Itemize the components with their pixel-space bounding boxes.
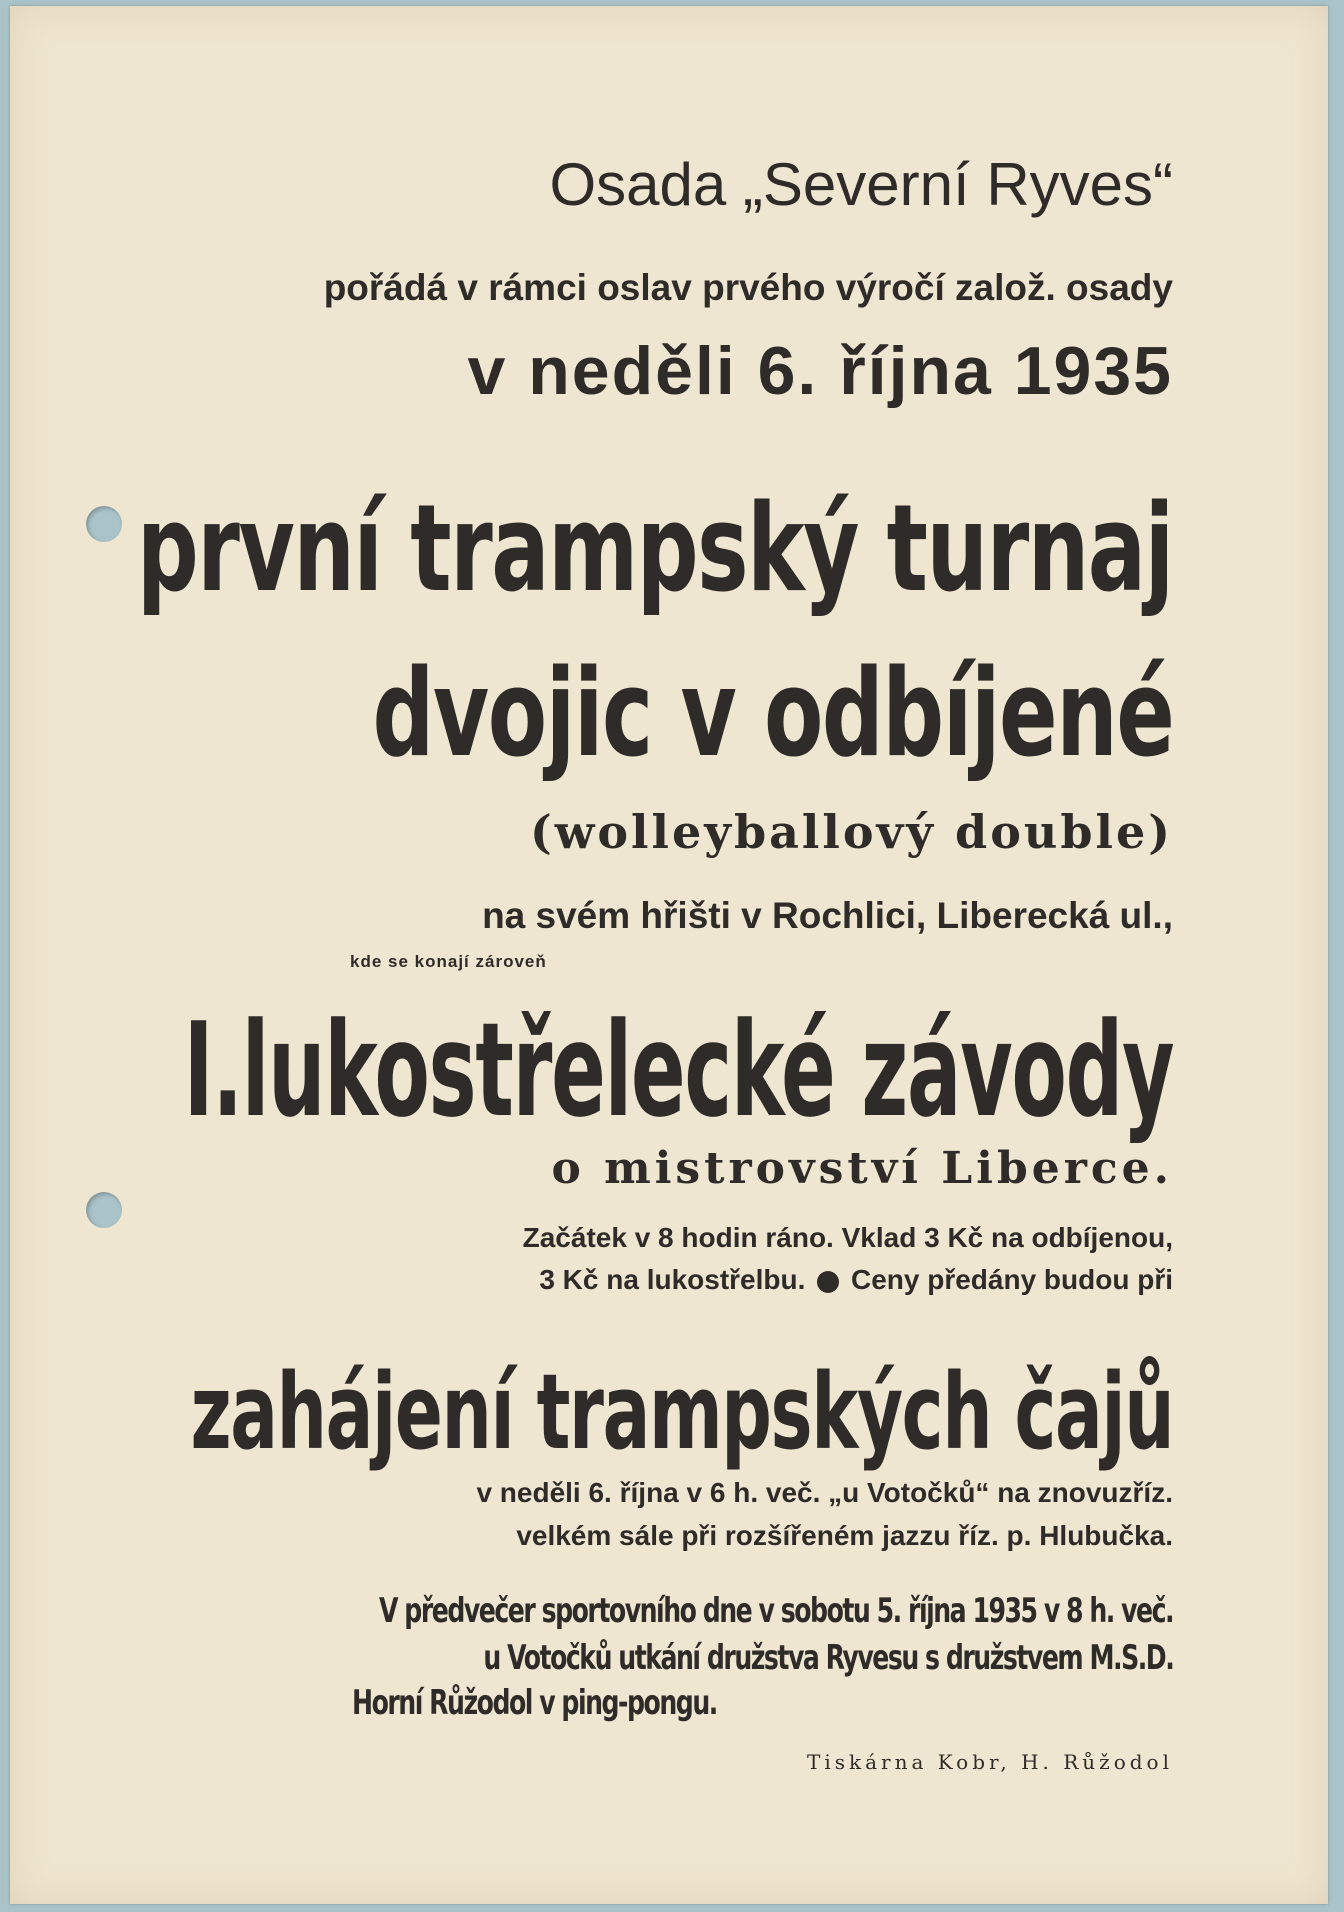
poster-title: Osada „Severní Ryves“ — [549, 151, 1173, 218]
venue-note: kde se konají zároveň — [350, 952, 547, 971]
start-info-line1: Začátek v 8 hodin ráno. Vklad 3 Kč na odbíjenou, — [522, 1222, 1173, 1253]
start-info-line2b: Ceny předány budou při — [850, 1264, 1173, 1295]
printer-credit: Tiskárna Kobr, H. Růžodol — [806, 1750, 1173, 1774]
eve-info-line1: V předvečer sportovního dne v sobotu 5. října 1935 v 8 h. več. — [378, 1591, 1173, 1631]
tea-info-line2: velkém sále při rozšířeném jazzu říz. p. Hlubučka. — [516, 1520, 1173, 1551]
event3-heading: zahájení trampských čajů — [190, 1351, 1173, 1473]
event-date: v neděli 6. října 1935 — [467, 333, 1173, 409]
eve-info-line2: u Votočků utkání družstva Ryvesu s družstvem M.S.D. — [483, 1638, 1173, 1678]
event2-heading: I.lukostřelecké závody — [183, 994, 1173, 1146]
event1-note: (wolleyballový double) — [529, 805, 1173, 859]
event2-note: o mistrovství Liberce. — [551, 1143, 1173, 1194]
punch-hole-bottom — [86, 1192, 122, 1228]
punch-hole-top — [86, 506, 122, 542]
eve-info-line3: Horní Růžodol v ping-pongu. — [352, 1683, 717, 1723]
event1-heading-line2: dvojic v odbíjené — [372, 645, 1173, 784]
poster-subtitle: pořádá v rámci oslav prvého výročí založ. osady — [323, 267, 1173, 308]
tea-info-line1: v neděli 6. října v 6 h. več. „u Votočků“ na znovuzříz. — [476, 1477, 1173, 1508]
bullet-icon — [817, 1271, 839, 1293]
event1-heading-line1: první trampský turnaj — [137, 480, 1173, 619]
venue-text: na svém hřišti v Rochlici, Liberecká ul., — [482, 895, 1173, 936]
start-info-line2a: 3 Kč na lukostřelbu. — [539, 1264, 806, 1295]
start-info-line2 — [539, 1264, 1173, 1296]
